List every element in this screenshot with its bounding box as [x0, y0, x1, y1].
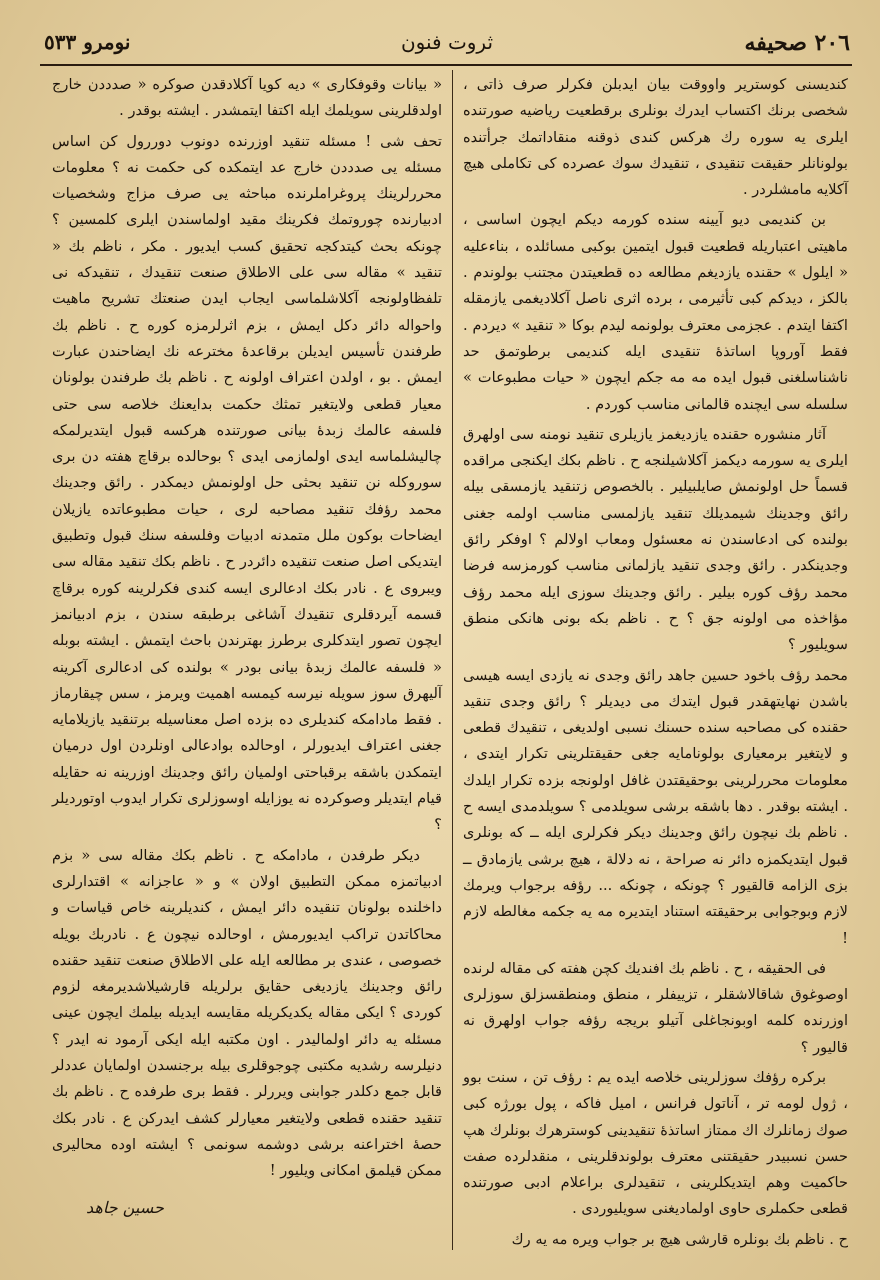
left-column	[52, 72, 442, 1184]
header-rule	[40, 64, 852, 66]
column-divider	[452, 70, 453, 1250]
paragraph: فى الحقيقه ، ح . ناظم بك افنديك كچن هفته كى مقاله لرنده اوصوغوق شاقالاشقلر ، تزييفلر ، منطق ومنطقسزلق سوزلرى اوزرنده كلمه اوبونجاغلى آتيلو بريجه رؤفه جواب اولهرق نه قاليور ؟	[463, 959, 848, 1056]
paragraph: ح . ناظم بك بونلره قارشى هيچ بر جواب ويره مه يه رك	[511, 1230, 848, 1248]
journal-title: ثروت فنون	[400, 30, 494, 54]
paragraph: بركره رؤفك سوزلرينى خلاصه ايده يم : رؤف تن ، سنت بوو ، ژول لومه تر ، آناتول فرانس ، اميل فاكه ، پول بورژه كبى صوك زمانلرك اك ممتاز اساتذهٔ تنقيدينى كوسترهرك بونلرك هپ حسن نسبيدر حقيقتنى معترف بولوندقلرينى ، منقدلرده صفت حاكميت وهم ايتديكلرينى ، تنقيدلرى براعلام ادبى صورتنده قطعى حكملرى حاوى اولماديغنى سويليوردى .	[463, 1068, 848, 1218]
paragraph: آثار منشوره حقنده يازديغمز يازيلرى تنقيد نومنه سى اولهرق ايلرى يه سورمه ديكمز آكلاشيلنجه ح . ناظم بكك ايكنجى مراقده قسماً حل اولونمش صايلبيلير . بالخصوص زتنقيد يازمسقى بيله رائق وجدينك شيمديلك تنقيد يازلمسى مناسب اولمه جغنى بولنده كى ادعاسندن نه معسئول ومعاب اولالم ؟ اوفكر رائق وجدينكدر . رائق وجدى تنقيد يازلمانى مناسب كورمزسه فرضا محمد رؤف كوره بيلير . رائق وجدينك سوزى ايله محمد رؤف مؤاخذه مى اولونه جق ؟ ح . ناظم بكه بونى هانكى منطق سويليور ؟	[463, 425, 848, 654]
paragraph: كنديسنى كوسترير واووقت بيان ايدبلن فكرلر صرف ذاتى ، شخصى برنك اكتساب ايدرك بونلرى برقطعيت رياضيه صورتنده ايلرى يه سوره رك هركس كندى ذوقنه منقاداتمك جرأتنده بولونانلر حقيقت تنقيدى ، تنقيدك سوك عصرده كى تكاملى هيچ آكلايه مامشلردر .	[463, 76, 848, 199]
paragraph: بن كنديمى ديو آيينه سنده كورمه ديكم ايچون اساسى ، ماهيتى اعتباريله قطعيت قبول ايتمين بوكبى مسائلده ، بناءعليه « ايلول » حقنده يازديغم مطالعه ده قطعيتدن مجتنب بولوندم . بالكز ، ديدكم كبى تأثيرمى ، برده اثرى ناصل آكلاديغمى يازمقله اكتفا ايتدم . عجزمى معترف بولونمه ليدم بوكا « تنقيد » ديردم . فقط آوروپا اساتذهٔ تنقيدى ايله كنديمى برطوتمق حد ناشناسلغنى قبول ايده مه مه جكم ايچون « حيات مطبوعات » سلسله سى ايچنده قالمانى مناسب كوردم .	[463, 211, 848, 413]
issue-number-label: نومرو ٥٣٣	[44, 30, 131, 54]
page-number-label: ٢٠٦ صحيفه	[744, 30, 850, 56]
right-column	[463, 72, 848, 1253]
page-header	[44, 26, 850, 68]
author-signature: حسين جاهد	[86, 1198, 164, 1217]
paragraph: « بيانات وقوفكارى » ديه كويا آكلادقدن صوكره « صدددن خارج اولدقلرينى سويلمك ايله اكتفا ايتمشدر . ايشته بوقدر .	[52, 76, 442, 120]
paragraph: تحف شى ! مسئله تنقيد اوزرنده دونوب دوررول كن اساس مسئله يى صدددن خارج عد ايتمكده كى حكمت نه ؟ معلومات محررلرينك پروغراملرنده مباحثه يى صرف مزاج وشخصيات ادبيارنده چوروتمك فكرينك مقيد اولماسندن ايلرى كلمسين ؟ چونكه بحث كيتدكجه تحقيق كسب ايديور . مكر ، ناظم بك « تنقيد » مقاله سى على الاطلاق صنعت تنقيدك ، تنقيدكه نى تلفظاولونجه آكلاشلماسى ايجاب ايدن صنعتك تشريح ماهيت واحواله دائر دكل ايمش ، بزم اثرلرمزه كوره ح . ناظم بك طرفندن تأسيس ايديلن برقاعدهٔ مخترعه نك ايضاحندن عبارت ايمش . بو ، اولدن اعتراف اولونه ح . ناظم بك طرفندن بولونان معيار قطعى ولايتغير تمثك حكمت بدايعنك خلاصه سى حتى فلسفه عالمك زبدهٔ بيانى صورتنده هركسه قبول ايتديرلمكه چاليشلماسه ايدى اولمازمى ايدى ؟ بوحالده برقاچ هفته دن برى سوروكله نن تنقيد بحثى حل اولونمش ديمكدر . رائق وجدينك محمد رؤفك تنقيد مصاحبه لرى ، حيات مطبوعاتده يازيلان ايضاحات بوكون ملل متمدنه ادبيات وفلسفه سنك قبول وتطبيق ايتديكى اصل صنعت تنقيده دائردر ح . ناظم بكك تنقيد مقاله سى ويبروى ع . نادر بكك ادعالرى ايسه كندى فكرلرينه كوره برقاچ قسمه آيردقلرى تنقيدك آشاغى برطبقه سندن ، بزم ادبيانمز ايچون تصور ايتدكلرى برطرز بهترندن باحث ايتمش . ايشته بوبله « فلسفه عالمك زبدهٔ بيانى بودر » بولنده كى ادعالرى آكرينه آليهرق سوز سويله نيرسه كيمسه اهميت ويرمز ، سس چيقارماز . فقط مادامكه كنديلرى ده بزده اصل معناسيله برتنقيد يازيلامايه جغنى اعتراف ايديورلر ، اوحالده بوادعالى اونلردن اول درميان ايتمكدن باشقه برقباحتى اولميان رائق وجدينك اوزرينه نه حقايله قيام ايتديلر وصوكرده نه يوزايله اوسوزلرى تكرار ايدوب اوتورديلر ؟	[52, 132, 442, 834]
paragraph: محمد رؤف باخود حسين جاهد رائق وجدى نه يازدى ايسه هيسى باشدن نهايتهقدر قبول ايتدك مى ديديلر ؟ رائق وجدى تنقيد حقنده كى مصاحبه سنده حسنك نسبى اولديغى ، تنقيدك قطعى و لايتغير برمعيارى بولونامايه جغى حقيقتلرينى تكرار ايتدى ، معلومات محررلرينى بوحقيقتدن غافل اولونجه بزده تكرار ايلدك . ايشته بوقدر . دها باشقه برشى سويلدمى ؟ سويلدمدى ايسه ح . ناظم بك نيچون رائق وجدينك ديكر فكرلرى ايله ــ كه بونلرى قبول ايتديكمزه دائر نه صراحة ، نه دلالة ، هيچ برشى يازمادق ــ بزى الزامه قالقيور ؟ چونكه ، چونكه ... رؤفه برجواب ويرمك لازم وبوجوابى برحقيقته استناد ايتديره مه يه جكمه مغالطه لازم !	[463, 666, 848, 947]
paragraph: ديكر طرفدن ، مادامكه ح . ناظم بكك مقاله سى « بزم ادبياتمزه ممكن التطبيق اولان » و « عاجزانه » اقتدارلرى داخلنده بولونان تنقيده دائر ايمش ، كنديلرينه خاص قياسات و محاكاتدن تراكب ايديورمش ، اوحالده نيچون ع . نادربك بويله خصوصى ، عندى بر مطالعه ايله على الاطلاق صنعت تنقيد حقنده رائق وجدينك يازديغى حقايق برلريله قارشيلاشديرمغه لزوم كوردى ؟ ايكى مقاله يكديكريله مقايسه ايديله بيلمك ايچون عينى مسئله يه دائر اولماليدر . اون مكتبه ايله ايكى آرمود نه ايدر ؟ دنيلرسه رشديه مكتبى چوجوقلرى بيله برجنسدن اولمايان عددلر قابل جمع دكلدر جوابنى ويررلر . فقط برى طرفده ح . ناظم بك تنقيد حقنده قطعى ولايتغير معيارلر كشف ايدركن ع . نادر بكك حصهٔ اختراعنه برشى دوشمه سونمى ؟ ايشته اوده محاليرى ممكن قيلمق امكانى ويليور !	[52, 846, 442, 1180]
